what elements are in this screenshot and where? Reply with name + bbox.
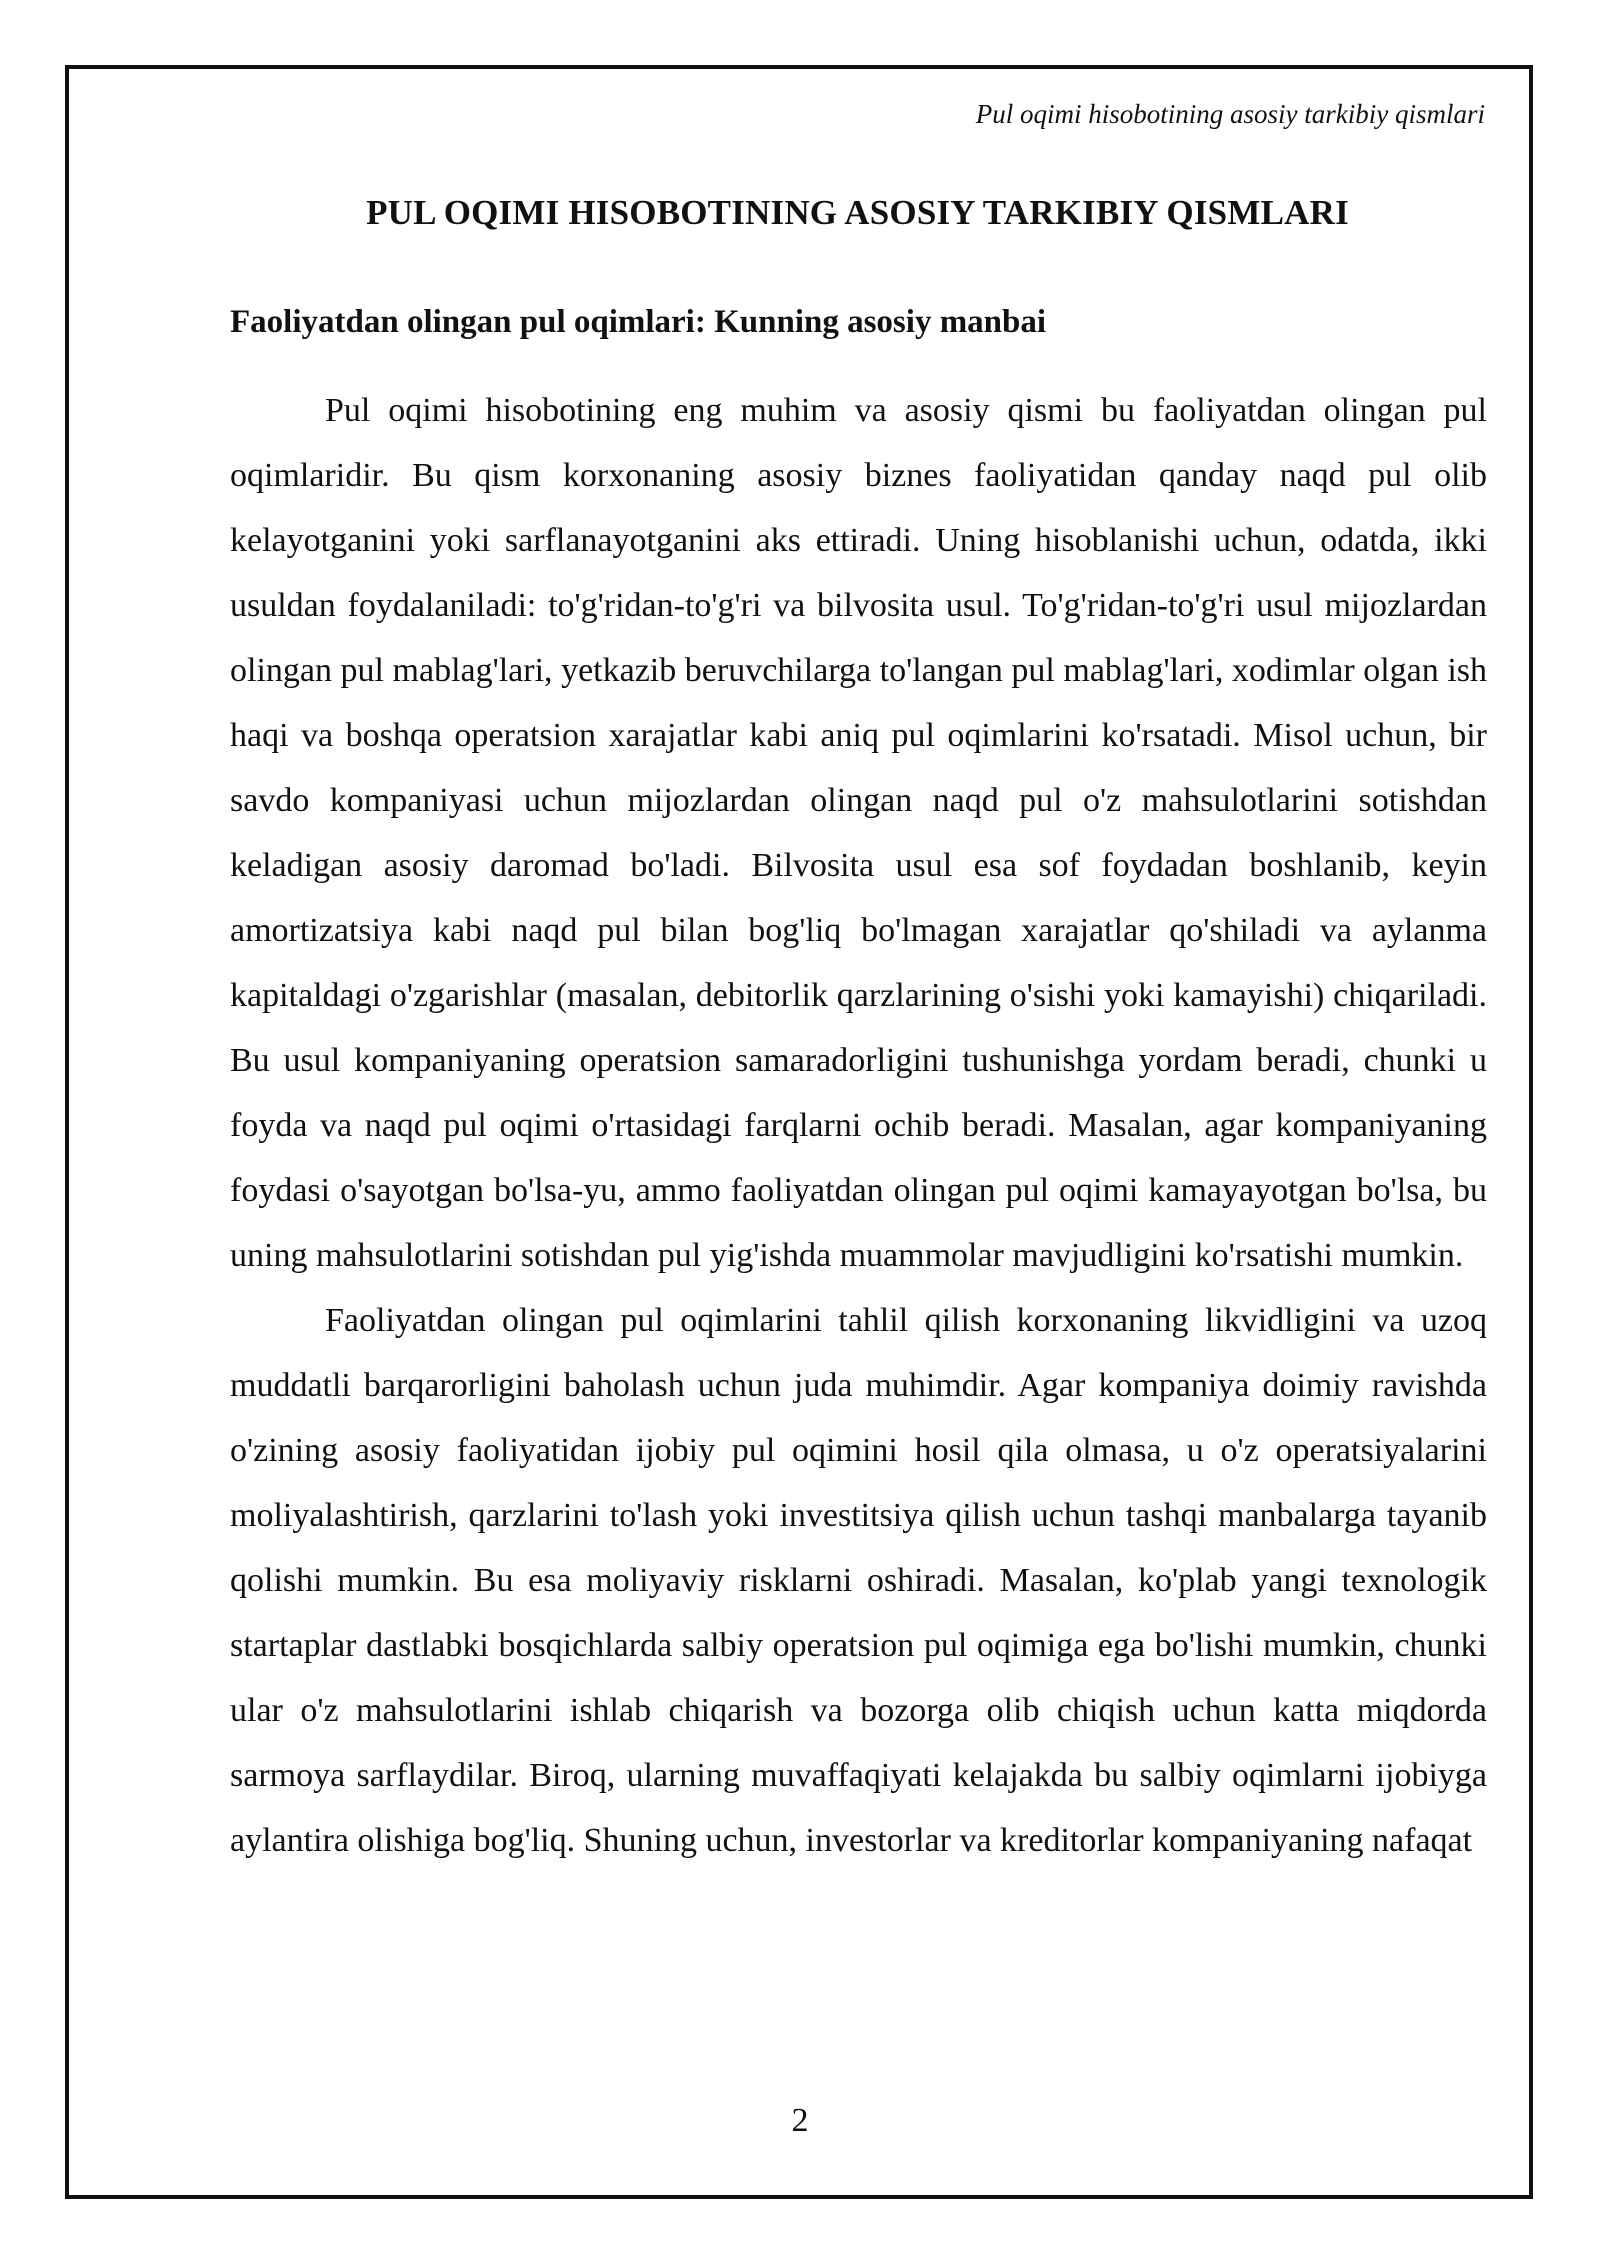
section-heading: Faoliyatdan olingan pul oqimlari: Kunning asosiy manbai [230, 304, 1047, 340]
page-number: 2 [791, 2102, 809, 2139]
paragraph-1: Pul oqimi hisobotining eng muhim va asosiy qismi bu faoliyatdan olingan pul oqimlaridir. Bu qism korxonaning asosiy biznes faoliyatidan qanday naqd pul olib kelayotganini yoki sarflanayotganini aks ettiradi. Uning hisoblanishi uchun, odatda, ikki usuldan foydalaniladi: to'g'ridan-to'g'ri va bilvosita usul. To'g'ridan-to'g'ri usul mijozlardan olingan pul mablag'lari, yetkazib beruvchilarga to'langan pul mablag'lari, xodimlar olgan ish haqi va boshqa operatsion xarajatlar kabi aniq pul oqimlarini ko'rsatadi. Misol uchun, bir savdo kompaniyasi uchun mijozlardan olingan naqd pul o'z mahsulotlarini sotishdan keladigan asosiy daromad bo'ladi. Bilvosita usul esa sof foydadan boshlanib, keyin amortizatsiya kabi naqd pul bilan bog'liq bo'lmagan xarajatlar qo'shiladi va aylanma kapitaldagi o'zgarishlar (masalan, debitorlik qarzlarining o'sishi yoki kamayishi) chiqariladi. Bu usul kompaniyaning operatsion samaradorligini tushunishga yordam beradi, chunki u foyda va naqd pul oqimi o'rtasidagi farqlarni ochib beradi. Masalan, agar kompaniyaning foydasi o'sayotgan bo'lsa-yu, ammo faoliyatdan olingan pul oqimi kamayayotgan bo'lsa, bu uning mahsulotlarini sotishdan pul yig'ishda muammolar mavjudligini ko'rsatishi mumkin. [230, 392, 1487, 1274]
paragraph-2: Faoliyatdan olingan pul oqimlarini tahlil qilish korxonaning likvidligini va uzoq muddatli barqarorligini baholash uchun juda muhimdir. Agar kompaniya doimiy ravishda o'zining asosiy faoliyatidan ijobiy pul oqimini hosil qila olmasa, u o'z operatsiyalarini moliyalashtirish, qarzlarini to'lash yoki investitsiya qilish uchun tashqi manbalarga tayanib qolishi mumkin. Bu esa moliyaviy risklarni oshiradi. Masalan, ko'plab yangi texnologik startaplar dastlabki bosqichlarda salbiy operatsion pul oqimiga ega bo'lishi mumkin, chunki ular o'z mahsulotlarini ishlab chiqarish va bozorga olib chiqish uchun katta miqdorda sarmoya sarflaydilar. Biroq, ularning muvaffaqiyati kelajakda bu salbiy oqimlarni ijobiyga aylantira olishiga bog'liq. Shuning uchun, investorlar va kreditorlar kompaniyaning nafaqat [230, 1302, 1487, 1859]
running-header: Pul oqimi hisobotining asosiy tarkibiy qismlari [975, 99, 1485, 129]
document-title: PUL OQIMI HISOBOTINING ASOSIY TARKIBIY QISMLARI [366, 193, 1349, 232]
body-text [230, 378, 1487, 1873]
